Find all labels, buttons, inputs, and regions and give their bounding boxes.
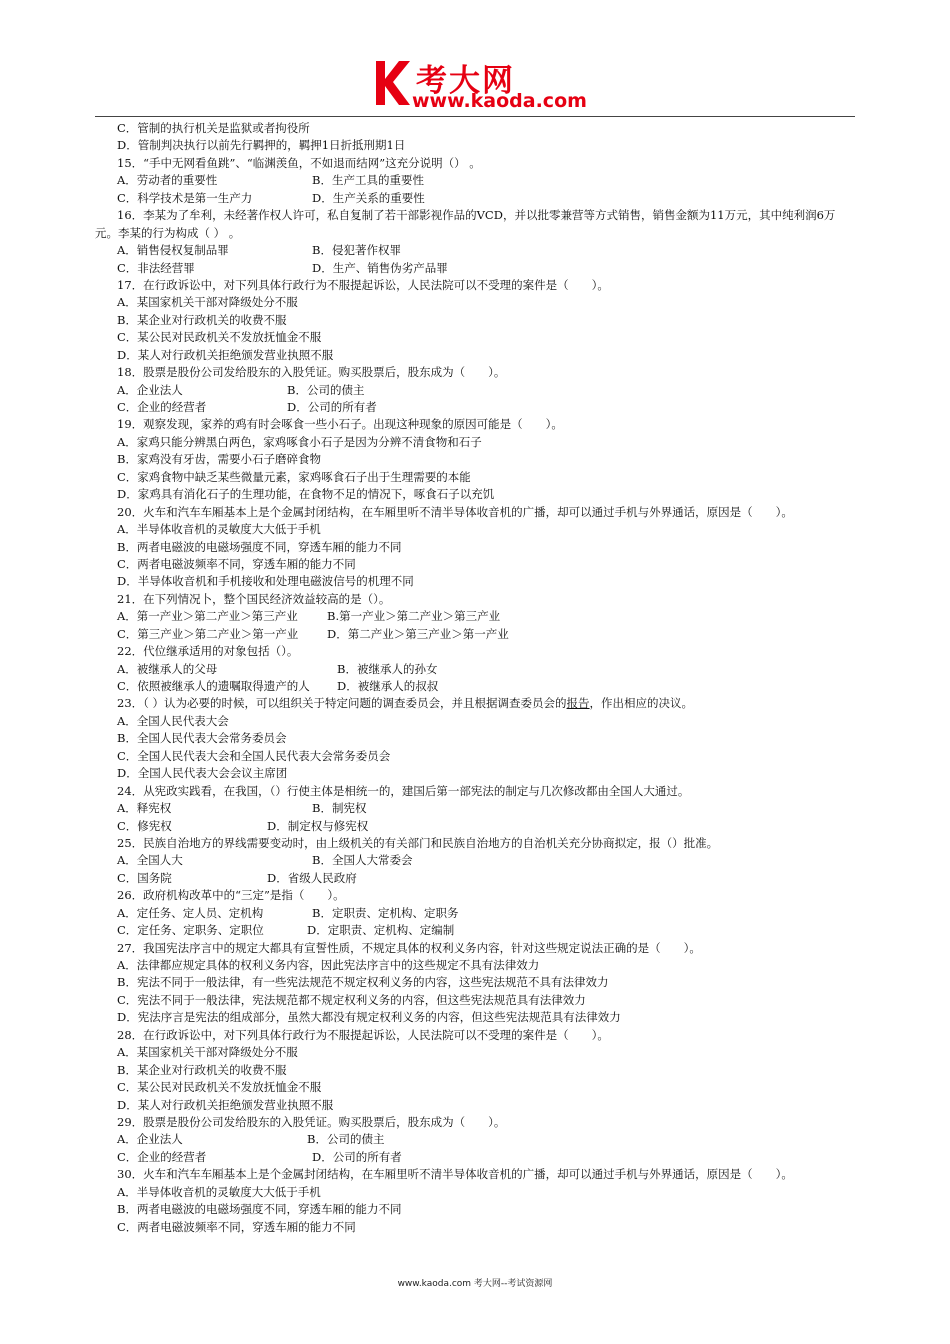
option-right: B．制宪权	[312, 801, 367, 816]
question-stem: 30．火车和汽车车厢基本上是个金属封闭结构，在车厢里听不清半导体收音机的广播，却可以通过手机与外界通话，原因是（ ）。	[117, 1167, 793, 1182]
option-right: B．全国人大常委会	[312, 853, 413, 868]
answer-option: D．全国人民代表大会会议主席团	[117, 766, 288, 781]
text-line	[95, 626, 855, 643]
answer-option: A．某国家机关干部对降级处分不服	[117, 295, 298, 310]
option-right: B．公司的债主	[287, 382, 365, 397]
option-left: A．劳动者的重要性	[117, 173, 218, 188]
answer-option: A．家鸡只能分辨黑白两色，家鸡啄食小石子是因为分辨不清食物和石子	[117, 434, 482, 449]
question-stem: 25．民族自治地方的界线需要变动时，由上级机关的有关部门和民族自治地方的自治机关充分协商拟定，报（）批准。	[117, 835, 719, 850]
answer-option: D．某人对行政机关拒绝颁发营业执照不服	[117, 1097, 334, 1112]
question-stem: 22．代位继承适用的对象包括（）。	[117, 644, 299, 659]
text-line	[95, 922, 855, 939]
question-stem: 19．观察发现，家养的鸡有时会啄食一些小石子。出现这种现象的原因可能是（ ）。	[117, 417, 563, 432]
answer-option: C．家鸡食物中缺乏某些微量元素，家鸡啄食石子出于生理需要的本能	[117, 469, 471, 484]
answer-option: B．某企业对行政机关的收费不服	[117, 1062, 287, 1077]
answer-option: A．某国家机关干部对降级处分不服	[117, 1045, 298, 1060]
text-line	[95, 242, 855, 259]
question-stem: 24．从宪政实践看，在我国，（）行使主体是相统一的，建国后第一部宪法的制定与几次修改都由全国人大通过。	[117, 783, 690, 798]
answer-option: B．家鸡没有牙齿，需要小石子磨碎食物	[117, 452, 321, 467]
option-right: D．省级人民政府	[267, 870, 357, 885]
text-line	[95, 678, 855, 695]
question-stem: 17．在行政诉讼中，对下列具体行政行为不服提起诉讼，人民法院可以不受理的案件是（ ）。	[117, 277, 609, 292]
text-line	[95, 1149, 855, 1166]
option-right: D．制定权与修宪权	[267, 818, 369, 833]
k-letter-logo-icon	[372, 57, 412, 109]
answer-option: A．半导体收音机的灵敏度大大低于手机	[117, 522, 321, 537]
logo-url: www.kaoda.com	[412, 90, 587, 112]
option-right: D．公司的所有者	[312, 1149, 402, 1164]
kaoda-logo	[372, 53, 602, 113]
answer-option: C．全国人民代表大会和全国人民代表大会常务委员会	[117, 748, 391, 763]
text-line	[95, 172, 855, 189]
option-right: B．公司的债主	[307, 1132, 385, 1147]
page-footer: www.kaoda.com 考大网--考试资源网	[397, 1279, 553, 1289]
answer-option: B．某企业对行政机关的收费不服	[117, 312, 287, 327]
answer-option: B．宪法不同于一般法律，有一些宪法规范不规定权利义务的内容，这些宪法规范不具有法律效力	[117, 975, 609, 990]
option-left: A．企业法人	[117, 1132, 183, 1147]
text-line	[95, 800, 855, 817]
answer-option: D．某人对行政机关拒绝颁发营业执照不服	[117, 347, 334, 362]
option-right: B．生产工具的重要性	[312, 173, 424, 188]
question-stem: 29．股票是股份公司发给股东的入股凭证。购买股票后，股东成为（ ）。	[117, 1114, 506, 1129]
question-stem: 18．股票是股份公司发给股东的入股凭证。购买股票后，股东成为（ ）。	[117, 365, 506, 380]
answer-option: D．家鸡具有消化石子的生理功能，在食物不足的情况下，啄食石子以充饥	[117, 487, 495, 502]
option-right: D．生产关系的重要性	[312, 190, 425, 205]
line-text: 23．（ ）认为必要的时候，可以组织关于特定问题的调查委员会，并且根据调查委员会的	[117, 696, 567, 711]
question-list	[95, 120, 855, 1236]
option-left: A．释宪权	[117, 801, 172, 816]
answer-option: B．两者电磁波的电磁场强度不同，穿透车厢的能力不同	[117, 539, 402, 554]
text-line	[95, 661, 855, 678]
option-right: D．生产、销售伪劣产品罪	[312, 260, 448, 275]
option-left: C．企业的经营者	[117, 400, 207, 415]
answer-option: B．两者电磁波的电磁场强度不同，穿透车厢的能力不同	[117, 1202, 402, 1217]
option-left: A．第一产业＞第二产业＞第三产业	[117, 609, 298, 624]
option-right: D．定职责、定机构、定编制	[307, 923, 455, 938]
question-stem: 28．在行政诉讼中，对下列具体行政行为不服提起诉讼，人民法院可以不受理的案件是（ ）。	[117, 1027, 609, 1042]
option-right: D．被继承人的叔叔	[337, 679, 439, 694]
answer-option: D．管制判决执行以前先行羁押的，羁押1日折抵刑期1日	[117, 138, 406, 153]
question-stem: 21．在下列情况卜，整个国民经济效益较高的是（）。	[117, 591, 391, 606]
option-right: B．侵犯著作权罪	[312, 243, 401, 258]
option-left: A．全国人大	[117, 853, 183, 868]
option-left: C．修宪权	[117, 818, 172, 833]
question-stem: 26．政府机构改革中的“三定”是指（ ）。	[117, 888, 345, 903]
option-left: A．销售侵权复制品罪	[117, 243, 229, 258]
option-right: B.第一产业＞第二产业＞第三产业	[327, 609, 501, 624]
option-left: C．国务院	[117, 870, 172, 885]
answer-option: C．两者电磁波频率不同，穿透车厢的能力不同	[117, 556, 356, 571]
text-line	[95, 260, 855, 277]
logo-title: 考大网	[416, 63, 515, 99]
answer-option: A．法律都应规定具体的权利义务内容，因此宪法序言中的这些规定不具有法律效力	[117, 958, 540, 973]
answer-option: D．半导体收音机和手机接收和处理电磁波信号的机理不同	[117, 574, 414, 589]
option-right: D．公司的所有者	[287, 400, 377, 415]
option-left: C．企业的经营者	[117, 1149, 207, 1164]
answer-option: C．宪法不同于一般法律，宪法规范都不规定权利义务的内容，但这些宪法规范具有法律效力	[117, 992, 586, 1007]
option-left: C．第三产业＞第二产业＞第一产业	[117, 626, 299, 641]
text-line	[95, 695, 855, 712]
answer-option: C．某公民对民政机关不发放抚恤金不服	[117, 1080, 322, 1095]
option-right: D．第二产业＞第三产业＞第一产业	[327, 626, 509, 641]
answer-option: A．全国人民代表大会	[117, 713, 229, 728]
option-left: C．科学技术是第一生产力	[117, 190, 253, 205]
text-line	[95, 905, 855, 922]
question-stem: 27．我国宪法序言中的规定大都具有宣誓性质，不规定具体的权利义务内容，针对这些规定说法正确的是（ ）。	[117, 940, 701, 955]
text-line	[95, 818, 855, 835]
option-right: B．被继承人的孙女	[337, 661, 438, 676]
text-line	[95, 382, 855, 399]
option-left: A．被继承人的父母	[117, 661, 218, 676]
question-stem: 20．火车和汽车车厢基本上是个金属封闭结构，在车厢里听不清半导体收音机的广播，却可以通过手机与外界通话，原因是（ ）。	[117, 504, 793, 519]
text-line	[95, 870, 855, 887]
option-left: C．定任务、定职务、定职位	[117, 923, 264, 938]
text-line	[95, 399, 855, 416]
text-line	[95, 852, 855, 869]
question-stem: 16．李某为了牟利，未经著作权人许可，私自复制了若干部影视作品的VCD，并以批零兼营等方式销售，销售金额为11万元，其中纯利润6万元。李某的行为构成（ ） 。	[95, 208, 836, 240]
line-text: ，作出相应的决议。	[589, 696, 694, 711]
option-left: A．企业法人	[117, 382, 183, 397]
text-line	[95, 1131, 855, 1148]
answer-option: A．半导体收音机的灵敏度大大低于手机	[117, 1184, 321, 1199]
report-link[interactable]: 报告	[566, 696, 590, 711]
answer-option: C．管制的执行机关是监狱或者拘役所	[117, 121, 310, 135]
answer-option: B．全国人民代表大会常务委员会	[117, 731, 287, 746]
text-line	[95, 190, 855, 207]
answer-option: C．两者电磁波频率不同，穿透车厢的能力不同	[117, 1219, 356, 1234]
option-left: C．非法经营罪	[117, 260, 195, 275]
option-left: C．依照被继承人的遗嘱取得遗产的人	[117, 679, 310, 694]
header-rule	[95, 116, 855, 117]
option-left: A．定任务、定人员、定机构	[117, 905, 264, 920]
answer-option: D．宪法序言是宪法的组成部分，虽然大都没有规定权利义务的内容，但这些宪法规范具有法律效力	[117, 1010, 621, 1025]
option-right: B．定职责、定机构、定职务	[312, 905, 459, 920]
answer-option: C．某公民对民政机关不发放抚恤金不服	[117, 330, 322, 345]
text-line	[95, 608, 855, 625]
question-stem: 15．“手中无网看鱼跳”、“临渊羡鱼，不如退而结网”这充分说明（） 。	[117, 155, 481, 170]
